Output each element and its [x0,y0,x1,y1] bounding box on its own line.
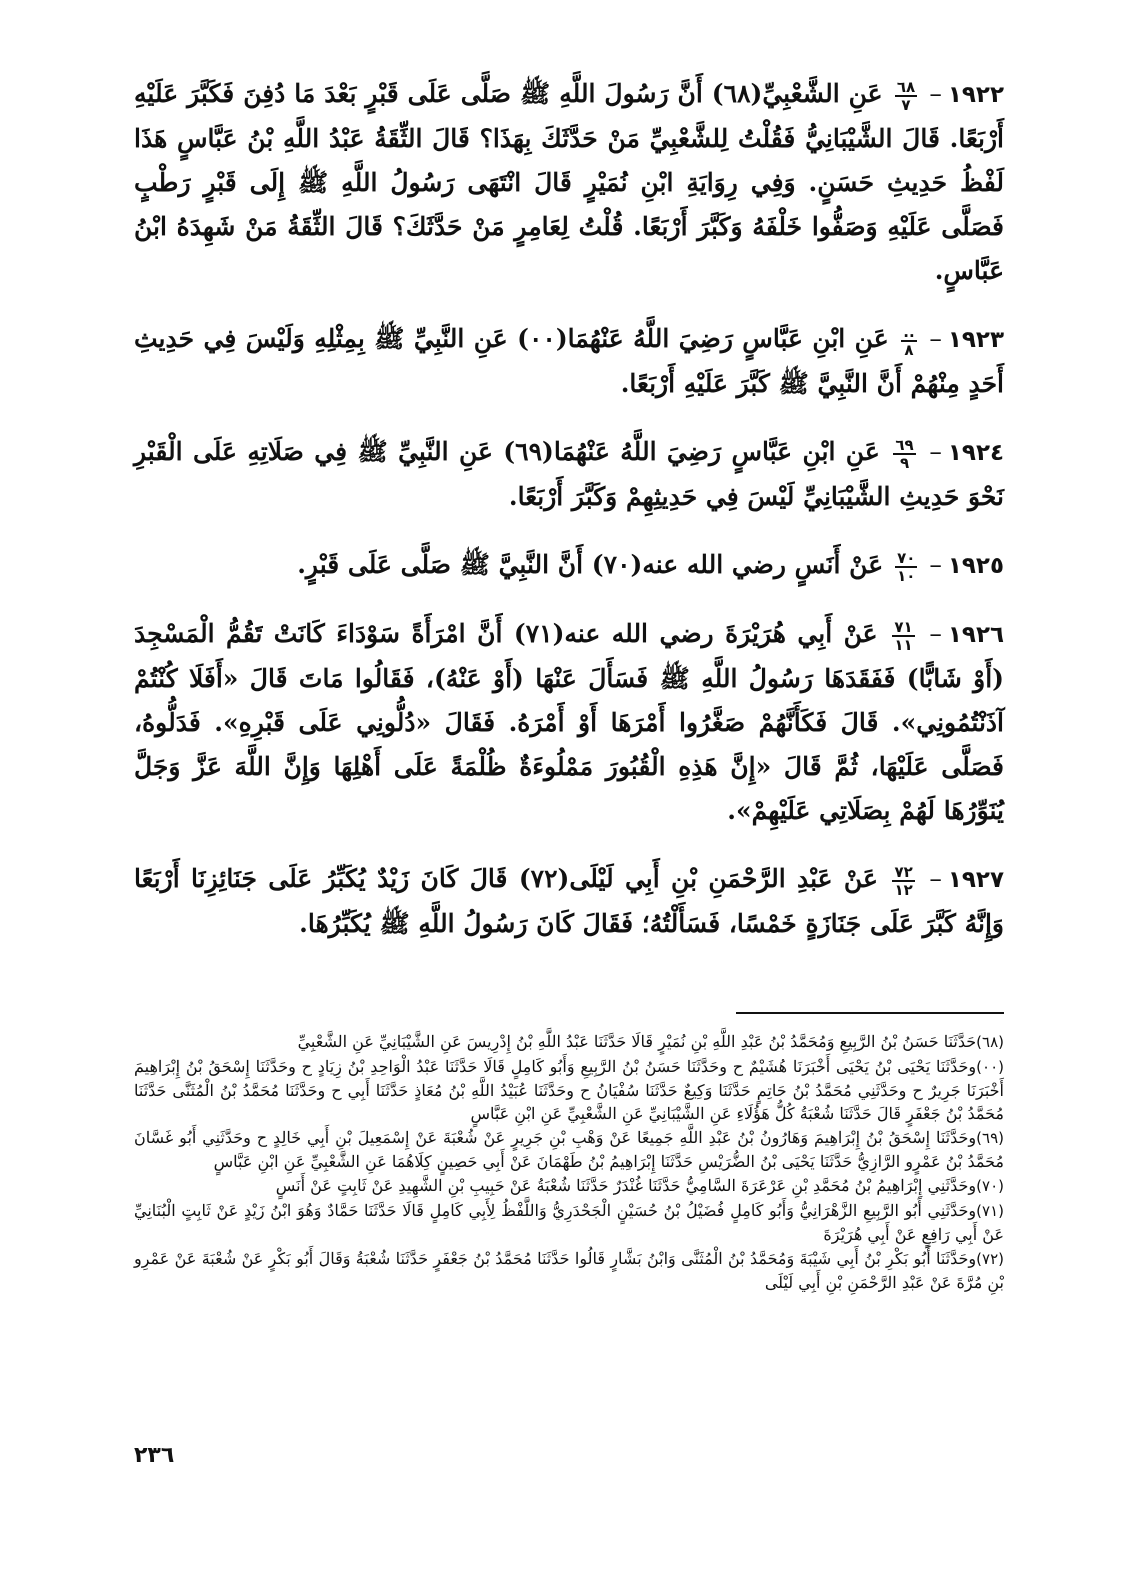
hadith-reference: $\frac{٦٨}{٧}$ [896,77,916,114]
hadith-entry: ١٩٢٦– $\frac{٧١}{١١}$ عَنْ أَبِي هُرَيْرَةَ رضي الله عنه(٧١) أَنَّ امْرَأَةً سَوْدَاءَ كَانَتْ تَقُمُّ الْمَسْجِدَ (أَوْ شَابًّا) فَفَقَدَهَا رَسُولُ اللَّهِ ﷺ فَسَأَلَ عَنْهَا (أَوْ عَنْهُ)، فَقَالُوا مَاتَ قَالَ «أَفَلَا كُنْتُمْ آذَنْتُمُونِي». قَالَ فَكَأَنَّهُمْ صَغَّرُوا أَمْرَهَا أَوْ أَمْرَهُ. فَقَالَ «دُلُّونِي عَلَى قَبْرِهِ». فَدَلُّوهُ، فَصَلَّى عَلَيْهَا، ثُمَّ قَالَ «إِنَّ هَذِهِ الْقُبُورَ مَمْلُوءَةٌ ظُلْمَةً عَلَى أَهْلِهَا وَإِنَّ اللَّهَ عَزَّ وَجَلَّ يُنَوِّرُهَا لَهُمْ بِصَلَاتِي عَلَيْهِمْ». [134,617,1005,825]
footnote [134,1126,1004,1173]
hadith-text: عَنِ الشَّعْبِيِّ(٦٨) أَنَّ رَسُولَ اللَّهِ ﷺ صَلَّى عَلَى قَبْرٍ بَعْدَ مَا دُفِنَ فَكَبَّرَ عَلَيْهِ أَرْبَعًا. قَالَ الشَّيْبَانِيُّ فَقُلْتُ لِلشَّعْبِيِّ مَنْ حَدَّثَكَ بِهَذَا؟ قَالَ الثِّقَةُ عَبْدُ اللَّهِ بْنُ عَبَّاسٍ هَذَا لَفْظُ حَدِيثِ حَسَنٍ. وَفِي رِوَايَةِ ابْنِ نُمَيْرٍ قَالَ انْتَهَى رَسُولُ اللَّهِ ﷺ إِلَى قَبْرٍ رَطْبٍ فَصَلَّى عَلَيْهِ وَصَفُّوا خَلْفَهُ وَكَبَّرَ أَرْبَعًا. قُلْتُ لِعَامِرٍ مَنْ حَدَّثَكَ؟ قَالَ الثِّقَةُ مَنْ شَهِدَهُ ابْنُ عَبَّاسٍ. [134,79,1004,285]
footnote-text: وحَدَّثَنَا يَحْيَى بْنُ يَحْيَى أَخْبَرَنَا هُشَيْمٌ ح وحَدَّثَنَا حَسَنُ بْنُ الرَّبِيعِ وَأَبُو كَامِلٍ قَالَا حَدَّثَنَا عَبْدُ الْوَاحِدِ بْنُ زِيَادٍ ح وحَدَّثَنَا إِسْحَقُ بْنُ إِبْرَاهِيمَ أَخْبَرَنَا جَرِيرٌ ح وحَدَّثَنِي مُحَمَّدُ بْنُ حَاتِمٍ حَدَّثَنَا وَكِيعٌ حَدَّثَنَا سُفْيَانُ ح وحَدَّثَنَا عُبَيْدُ اللَّهِ بْنُ مُعَاذٍ حَدَّثَنَا أَبِي ح وحَدَّثَنَا مُحَمَّدُ بْنُ الْمُثَنَّى حَدَّثَنَا مُحَمَّدُ بْنُ جَعْفَرٍ قَالَ حَدَّثَنَا شُعْبَةُ كُلُّ هَؤُلَاءِ عَنِ الشَّيْبَانِيِّ عَنِ الشَّعْبِيِّ عَنِ ابْنِ عَبَّاسٍ [134,1057,1004,1123]
footnote-divider [736,1012,1004,1014]
hadith-text: عَنِ ابْنِ عَبَّاسٍ رَضِيَ اللَّهُ عَنْهُمَا(٦٩) عَنِ النَّبِيِّ ﷺ فِي صَلَاتِهِ عَلَى الْقَبْرِ نَحْوَ حَدِيثِ الشَّيْبَانِيِّ لَيْسَ فِي حَدِيثِهِمْ وَكَبَّرَ أَرْبَعًا. [134,437,1004,511]
hadith-entry: ١٩٢٧– $\frac{٧٢}{١٢}$ عَنْ عَبْدِ الرَّحْمَنِ بْنِ أَبِي لَيْلَى(٧٢) قَالَ كَانَ زَيْدٌ يُكَبِّرُ عَلَى جَنَائِزِنَا أَرْبَعًا وَإِنَّهُ كَبَّرَ عَلَى جَنَازَةٍ خَمْسًا، فَسَأَلْتُهُ؛ فَقَالَ كَانَ رَسُولُ اللَّهِ ﷺ يُكَبِّرُهَا. [134,862,1004,938]
footnote-number: (٦٩) [976,1129,1004,1147]
hadith-reference: $\frac{٦٩}{٩}$ [895,435,914,472]
hadith-reference: $\frac{..}{٨}$ [903,322,915,359]
hadith-entry: ١٩٢٥– $\frac{٧٠}{١٠}$ عَنْ أَنَسٍ رضي الله عنه(٧٠) أَنَّ النَّبِيَّ ﷺ صَلَّى عَلَى قَبْرٍ. [297,548,1004,585]
footnote-text: وحَدَّثَنَا أَبُو بَكْرِ بْنُ أَبِي شَيْبَةَ وَمُحَمَّدُ بْنُ الْمُثَنَّى وَابْنُ بَشَّارٍ قَالُوا حَدَّثَنَا مُحَمَّدُ بْنُ جَعْفَرٍ حَدَّثَنَا شُعْبَةُ وَقَالَ أَبُو بَكْرٍ عَنْ شُعْبَةَ عَنْ عَمْرِو بْنِ مُرَّةَ عَنْ عَبْدِ الرَّحْمَنِ بْنِ أَبِي لَيْلَى [134,1249,1004,1292]
footnote [134,1247,1004,1294]
hadith-number: ١٩٢٣ [947,327,1004,353]
footnote [134,1030,1004,1054]
hadith-reference: $\frac{٧١}{١١}$ [894,617,913,654]
hadith-number: ١٩٢٦ [947,622,1005,648]
hadith-entry: ١٩٢٣– $\frac{..}{٨}$ عَنِ ابْنِ عَبَّاسٍ رَضِيَ اللَّهُ عَنْهُمَا(٠٠) عَنِ النَّبِيِّ ﷺ بِمِثْلِهِ وَلَيْسَ فِي حَدِيثِ أَحَدٍ مِنْهُمْ أَنَّ النَّبِيَّ ﷺ كَبَّرَ عَلَيْهِ أَرْبَعًا. [134,322,1004,398]
footnote-number: (٧٠) [976,1177,1004,1195]
footnotes [134,1030,1004,1295]
hadith-entry: ١٩٢٤– $\frac{٦٩}{٩}$ عَنِ ابْنِ عَبَّاسٍ رَضِيَ اللَّهُ عَنْهُمَا(٦٩) عَنِ النَّبِيِّ ﷺ فِي صَلَاتِهِ عَلَى الْقَبْرِ نَحْوَ حَدِيثِ الشَّيْبَانِيِّ لَيْسَ فِي حَدِيثِهِمْ وَكَبَّرَ أَرْبَعًا. [134,435,1005,511]
footnote [134,1174,1004,1198]
footnote [134,1055,1004,1125]
footnote-text: وحَدَّثَنِي إِبْرَاهِيمُ بْنُ مُحَمَّدِ بْنِ عَرْعَرَةَ السَّامِيُّ حَدَّثَنَا غُنْدَرٌ حَدَّثَنَا شُعْبَةُ عَنْ حَبِيبِ بْنِ الشَّهِيدِ عَنْ ثَابِتٍ عَنْ أَنَسٍ [275,1176,977,1195]
hadith-text: عَنْ عَبْدِ الرَّحْمَنِ بْنِ أَبِي لَيْلَى(٧٢) قَالَ كَانَ زَيْدٌ يُكَبِّرُ عَلَى جَنَائِزِنَا أَرْبَعًا وَإِنَّهُ كَبَّرَ عَلَى جَنَازَةٍ خَمْسًا، فَسَأَلْتُهُ؛ فَقَالَ كَانَ رَسُولُ اللَّهِ ﷺ يُكَبِّرُهَا. [134,864,1004,938]
footnote-text: وحَدَّثَنَا إِسْحَقُ بْنُ إِبْرَاهِيمَ وَهَارُونُ بْنُ عَبْدِ اللَّهِ جَمِيعًا عَنْ وَهْبِ بْنِ جَرِيرٍ عَنْ شُعْبَةَ عَنْ إِسْمَعِيلَ بْنِ أَبِي خَالِدٍ ح وحَدَّثَنِي أَبُو غَسَّانَ مُحَمَّدُ بْنُ عَمْرٍو الرَّازِيُّ حَدَّثَنَا يَحْيَى بْنُ الضُّرَيْسِ حَدَّثَنَا إِبْرَاهِيمُ بْنُ طَهْمَانَ عَنْ أَبِي حَصِينٍ كِلَاهُمَا عَنِ الشَّعْبِيِّ عَنِ ابْنِ عَبَّاسٍ [134,1128,1004,1171]
hadith-entry: ١٩٢٢– $\frac{٦٨}{٧}$ عَنِ الشَّعْبِيِّ(٦٨) أَنَّ رَسُولَ اللَّهِ ﷺ صَلَّى عَلَى قَبْرٍ بَعْدَ مَا دُفِنَ فَكَبَّرَ عَلَيْهِ أَرْبَعًا. قَالَ الشَّيْبَانِيُّ فَقُلْتُ لِلشَّعْبِيِّ مَنْ حَدَّثَكَ بِهَذَا؟ قَالَ الثِّقَةُ عَبْدُ اللَّهِ بْنُ عَبَّاسٍ هَذَا لَفْظُ حَدِيثِ حَسَنٍ. وَفِي رِوَايَةِ ابْنِ نُمَيْرٍ قَالَ انْتَهَى رَسُولُ اللَّهِ ﷺ إِلَى قَبْرٍ رَطْبٍ فَصَلَّى عَلَيْهِ وَصَفُّوا خَلْفَهُ وَكَبَّرَ أَرْبَعًا. قُلْتُ لِعَامِرٍ مَنْ حَدَّثَكَ؟ قَالَ الثِّقَةُ مَنْ شَهِدَهُ ابْنُ عَبَّاسٍ. [134,77,1005,285]
hadith-reference: $\frac{٧٢}{١٢}$ [894,862,913,899]
footnote-number: (٠٠) [976,1058,1004,1076]
hadith-number: ١٩٢٥ [947,553,1004,579]
hadith-text: عَنْ أَنَسٍ رضي الله عنه(٧٠) أَنَّ النَّبِيَّ ﷺ صَلَّى عَلَى قَبْرٍ. [297,550,884,579]
hadith-number: ١٩٢٢ [947,82,1005,108]
hadith-number: ١٩٢٧ [947,867,1004,893]
footnote-number: (٧١) [976,1202,1005,1220]
footnote-text: حَدَّثَنَا حَسَنُ بْنُ الرَّبِيعِ وَمُحَمَّدُ بْنُ عَبْدِ اللَّهِ بْنِ نُمَيْرٍ قَالَا حَدَّثَنَا عَبْدُ اللَّهِ بْنُ إِدْرِيسَ عَنِ الشَّيْبَانِيِّ عَنِ الشَّعْبِيِّ [297,1032,977,1051]
footnote-text: وحَدَّثَنِي أَبُو الرَّبِيعِ الزَّهْرَانِيُّ وَأَبُو كَامِلٍ فُضَيْلُ بْنُ حُسَيْنٍ الْجَحْدَرِيُّ وَاللَّفْظُ لِأَبِي كَامِلٍ قَالَا حَدَّثَنَا حَمَّادٌ وَهُوَ ابْنُ زَيْدٍ عَنْ ثَابِتٍ الْبُنَانِيِّ عَنْ أَبِي رَافِعٍ عَنْ أَبِي هُرَيْرَةَ [134,1201,1004,1244]
hadith-text: عَنْ أَبِي هُرَيْرَةَ رضي الله عنه(٧١) أَنَّ امْرَأَةً سَوْدَاءَ كَانَتْ تَقُمُّ الْمَسْجِدَ (أَوْ شَابًّا) فَفَقَدَهَا رَسُولُ اللَّهِ ﷺ فَسَأَلَ عَنْهَا (أَوْ عَنْهُ)، فَقَالُوا مَاتَ قَالَ «أَفَلَا كُنْتُمْ آذَنْتُمُونِي». قَالَ فَكَأَنَّهُمْ صَغَّرُوا أَمْرَهَا أَوْ أَمْرَهُ. فَقَالَ «دُلُّونِي عَلَى قَبْرِهِ». فَدَلُّوهُ، فَصَلَّى عَلَيْهَا، ثُمَّ قَالَ «إِنَّ هَذِهِ الْقُبُورَ مَمْلُوءَةٌ ظُلْمَةً عَلَى أَهْلِهَا وَإِنَّ اللَّهَ عَزَّ وَجَلَّ يُنَوِّرُهَا لَهُمْ بِصَلَاتِي عَلَيْهِمْ». [134,619,1004,825]
page-number: ٢٣٦ [134,1443,175,1468]
footnote-number: (٦٨) [976,1033,1004,1051]
footnote [134,1199,1004,1246]
hadith-text: عَنِ ابْنِ عَبَّاسٍ رَضِيَ اللَّهُ عَنْهُمَا(٠٠) عَنِ النَّبِيِّ ﷺ بِمِثْلِهِ وَلَيْسَ فِي حَدِيثِ أَحَدٍ مِنْهُمْ أَنَّ النَّبِيَّ ﷺ كَبَّرَ عَلَيْهِ أَرْبَعًا. [134,324,1004,398]
hadith-number: ١٩٢٤ [947,440,1005,466]
hadith-reference: $\frac{٧٠}{١٠}$ [897,548,916,585]
footnote-number: (٧٢) [976,1250,1004,1268]
